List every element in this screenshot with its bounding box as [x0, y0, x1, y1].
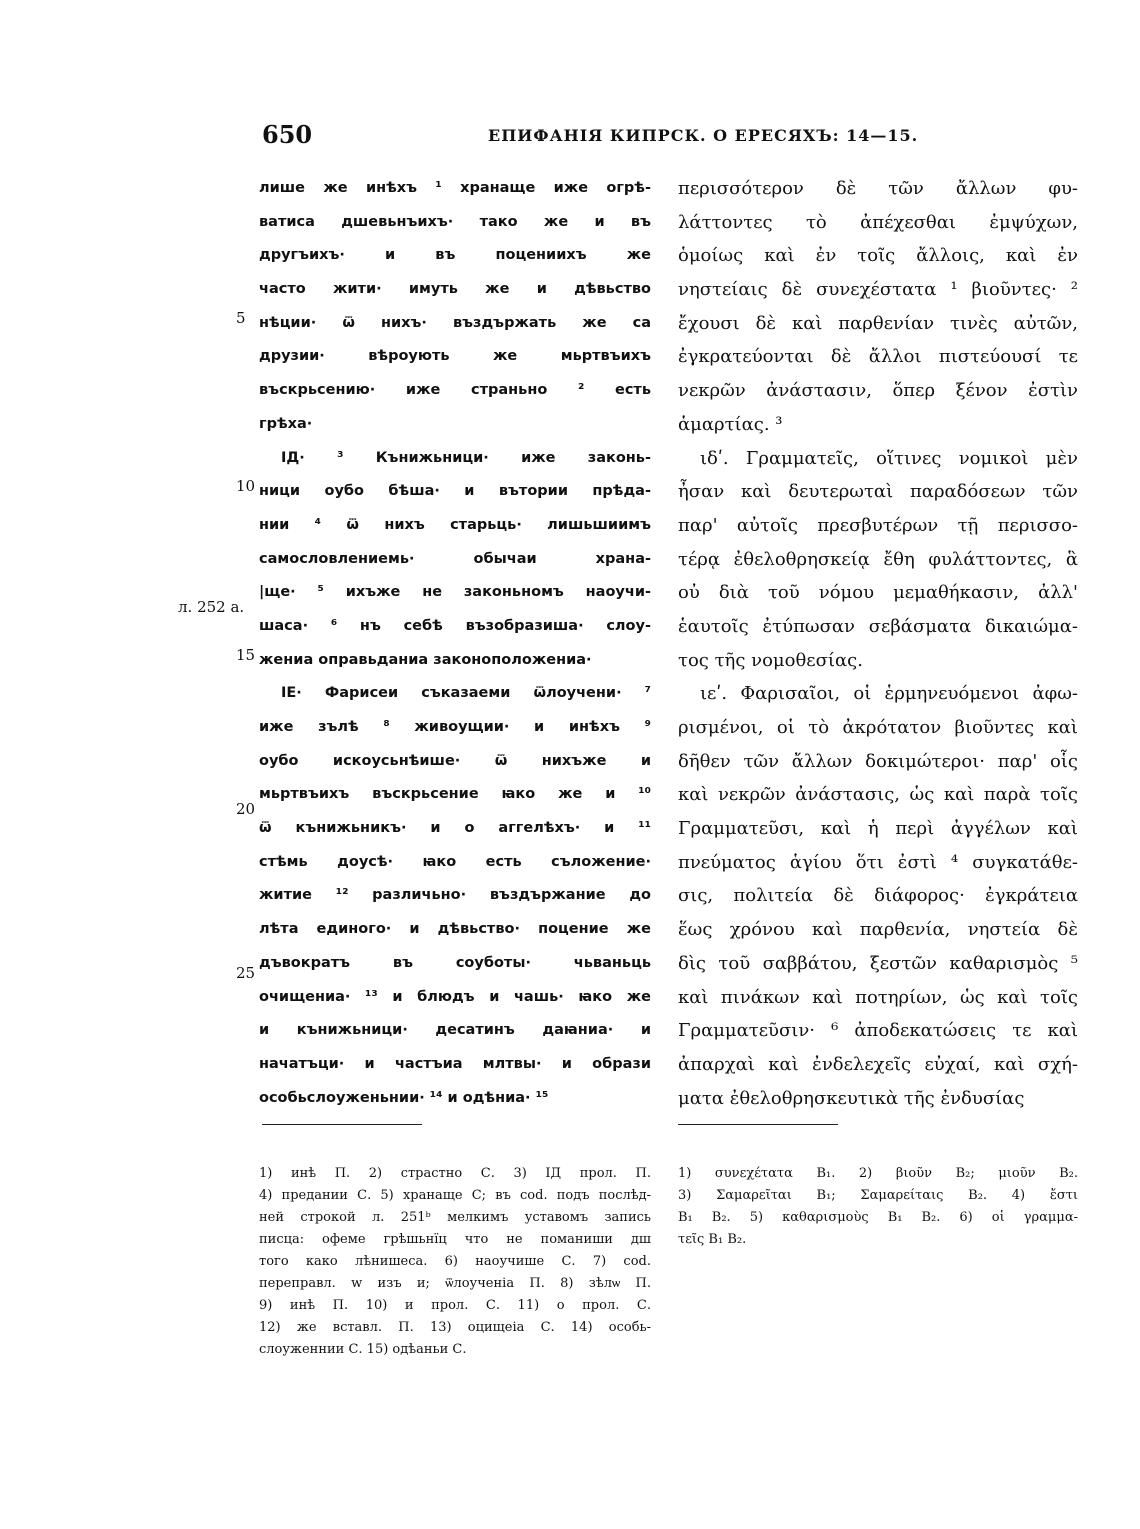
greek-text-line: καὶ πινάκων καὶ ποτηρίων, ὡς καὶ τοῖς [678, 986, 1078, 1008]
slavonic-text-line: нии ⁴ ѿ нихъ старьць· лишьшиимъ [259, 516, 651, 533]
running-title: ЕПИФАНІЯ КИПРСК. О ЕРЕСЯХЪ: 14—15. [488, 126, 919, 145]
line-number: 10 [236, 477, 256, 495]
greek-text-line: νηστείαις δὲ συνεχέστατα ¹ βιοῦντες· ² [678, 279, 1078, 301]
greek-text-line: ἐγκρατεύονται δὲ ἄλλοι πιστεύουσί τε [678, 346, 1078, 368]
greek-text-line: παρ' αὐτοῖς πρεσβυτέρων τῇ περισσο- [678, 514, 1078, 536]
slavonic-text-line: лише же инѣхъ ¹ хранаще иже огрѣ- [259, 180, 651, 196]
slavonic-text-line: шаса· ⁶ нъ себѣ възобразиша· слоу- [259, 617, 651, 634]
greek-text-line: ὁμοίως καὶ ἐν τοῖς ἄλλοις, καὶ ἐν [678, 245, 1078, 267]
slavonic-text-line: лѣта единого· и дѣвьство· поцение же [259, 921, 651, 938]
footnote-line: писца: офеме грѣшьнїц что не поманиши дш [259, 1232, 651, 1247]
greek-text-line: δὶς τοῦ σαββάτου, ξεστῶν καθαρισμὸς ⁵ [678, 952, 1078, 974]
footnote-line: 9) инѣ П. 10) и прол. С. 11) о прол. С. [259, 1298, 651, 1313]
greek-text-line: τος τῆς νομοθεσίας. [678, 649, 863, 671]
slavonic-text-line: другъихъ· и въ поцениихъ же [259, 247, 651, 264]
slavonic-text-line: самословлениемь· обычаи храна- [259, 550, 651, 567]
greek-text-line: Γραμματεῦσι, καὶ ἡ περὶ ἀγγέλων καὶ [678, 818, 1078, 840]
slavonic-text-line: грѣха· [259, 415, 313, 432]
page-number: 650 [262, 120, 313, 149]
greek-text-line: Γραμματεῦσιν· ⁶ ἀποδεκατώσεις τε καὶ [678, 1020, 1078, 1042]
greek-text-line: ἑαυτοῖς ἐτύπωσαν σεβάσματα δικαιώμα- [678, 615, 1078, 637]
slavonic-text-line: нѣции· ѿ нихъ· въздържать же са [259, 314, 651, 331]
slavonic-text-line: оубо искоусьнѣише· ѿ нихъже и [259, 752, 651, 769]
footnote-line: того како лѣнишеса. 6) наоучише С. 7) cod. [259, 1254, 651, 1269]
greek-text-line: ἀπαρχαὶ καὶ ἐνδελεχεῖς εὐχαί, καὶ σχή- [678, 1053, 1078, 1075]
greek-text-line: ιδʹ. Γραμματεῖς, οἵτινες νομικοὶ μὲν [700, 447, 1078, 469]
slavonic-text-line: очищениа· ¹³ и блюдъ и чашь· ꙗко же [259, 988, 651, 1005]
greek-text-line: ἔχουσι δὲ καὶ παρθενίαν τινὲς αὐτῶν, [678, 312, 1078, 334]
footnote-line: B₁ B₂. 5) καθαρισμοὺς B₁ B₂. 6) οἱ γραμμα- [678, 1210, 1078, 1225]
footnote-rule-right [678, 1124, 838, 1125]
greek-text-line: σις, πολιτεία δὲ διάφορος· ἐγκράτεια [678, 885, 1078, 907]
slavonic-text-line: житие ¹² различьно· въздържание до [259, 887, 651, 904]
slavonic-text-line: стѣмь доусѣ· ꙗко есть съложение· [259, 853, 651, 870]
footnote-line: 1) инѣ П. 2) страстно С. 3) ІД прол. П. [259, 1166, 651, 1181]
slavonic-text-line: часто жити· имуть же и дѣвьство [259, 281, 651, 298]
greek-text-line: ἦσαν καὶ δευτερωταὶ παραδόσεων τῶν [678, 481, 1078, 503]
slavonic-text-line: |ще· ⁵ ихъже не законьномъ наоучи- [259, 584, 651, 601]
folio-mark: л. 252 а. [178, 598, 245, 616]
footnote-line: 12) же вставл. П. 13) оцищеіа С. 14) особь- [259, 1320, 651, 1335]
footnote-line: ней строкой л. 251ᵇ мелкимъ уставомъ запись [259, 1210, 651, 1225]
slavonic-text-line: жениа оправьданиа законоположениа· [259, 651, 592, 668]
footnote-line: τεῖς B₁ B₂. [678, 1232, 747, 1247]
footnote-line: 3) Σαμαρεῖται B₁; Σαμαρείταις B₂. 4) ἔστι [678, 1188, 1078, 1203]
greek-text-line: ἁμαρτίας. ³ [678, 413, 783, 435]
greek-text-line: καὶ νεκρῶν ἀνάστασις, ὡς καὶ παρὰ τοῖς [678, 784, 1078, 806]
footnote-rule-left [262, 1124, 422, 1125]
greek-text-line: τέρᾳ ἐθελοθρησκείᾳ ἔθη φυλάττοντες, ἃ [678, 548, 1078, 570]
slavonic-text-line: ници оубо бѣша· и вътории прѣда- [259, 483, 651, 500]
greek-text-line: ματα ἐθελοθρησκευτικὰ τῆς ἐνδυσίας [678, 1087, 1025, 1109]
slavonic-text-line: друзии· вѣроують же мьртвъихъ [259, 348, 651, 365]
line-number: 5 [236, 309, 246, 327]
greek-text-line: οὐ διὰ τοῦ νόμου μεμαθήκασιν, ἀλλ' [678, 582, 1078, 604]
footnote-line: перепpавл. w изъ и; ѿлоученіа П. 8) зѣлѡ П. [259, 1276, 651, 1291]
greek-text-line: ιεʹ. Φαρισαῖοι, οἱ ἑρμηνευόμενοι ἀφω- [700, 683, 1078, 705]
greek-text-line: ρισμένοι, οἱ τὸ ἀκρότατον βιοῦντες καὶ [678, 717, 1078, 738]
slavonic-text-line: и кънижьници· десатинъ даꙗниа· и [259, 1022, 651, 1039]
greek-text-line: περισσότερον δὲ τῶν ἄλλων φυ- [678, 178, 1078, 199]
slavonic-text-line: ІД· ³ Кънижьници· иже законь- [281, 449, 651, 466]
slavonic-text-line: иже зълѣ ⁸ живоущии· и инѣхъ ⁹ [259, 719, 651, 735]
slavonic-text-line: въскрьсению· иже страньно ² есть [259, 382, 651, 399]
footnotes-greek [678, 1163, 1078, 1251]
footnote-line: 1) συνεχέτατα B₁. 2) βιοῦν B₂; μιοῦν B₂. [678, 1166, 1078, 1181]
slavonic-text-line: особьслоуженьнии· ¹⁴ и одѣниа· ¹⁵ [259, 1089, 549, 1106]
slavonic-text-line: ватиса дшевьнъихъ· тако же и въ [259, 213, 651, 230]
slavonic-text-line: начатъци· и частъиа млтвы· и образи [259, 1055, 651, 1072]
footnote-line: 4) предании С. 5) хранаще С; въ cod. подъ послѣд- [259, 1188, 651, 1203]
line-number: 20 [236, 800, 256, 818]
slavonic-column [259, 172, 651, 1115]
footnotes-slavonic [259, 1163, 651, 1361]
footnote-line: слоуженнии С. 15) одѣаньи С. [259, 1342, 467, 1357]
line-number: 15 [236, 646, 256, 664]
line-number: 25 [236, 964, 256, 982]
slavonic-text-line: дъвократъ въ соуботы· чьваньць [259, 954, 651, 971]
greek-text-line: νεκρῶν ἀνάστασιν, ὅπερ ξένον ἐστὶν [678, 380, 1078, 402]
greek-text-line: ἕως χρόνου καὶ παρθενία, νηστεία δὲ [678, 919, 1078, 941]
slavonic-text-line: мьртвъихъ въскрьсение ꙗко же и ¹⁰ [259, 786, 651, 803]
greek-column [678, 172, 1078, 1115]
greek-text-line: δῆθεν τῶν ἄλλων δοκιμώτεροι· παρ' οἷς [678, 750, 1078, 772]
greek-text-line: πνεύματος ἁγίου ὅτι ἐστὶ ⁴ συγκατάθε- [678, 851, 1078, 873]
slavonic-text-line: ѿ кънижьникъ· и о аггелѣхъ· и ¹¹ [259, 820, 651, 837]
greek-text-line: λάττοντες τὸ ἀπέχεσθαι ἐμψύχων, [678, 211, 1078, 233]
slavonic-text-line: ІЕ· Фарисеи съказаеми ѿлоучени· ⁷ [281, 685, 651, 702]
